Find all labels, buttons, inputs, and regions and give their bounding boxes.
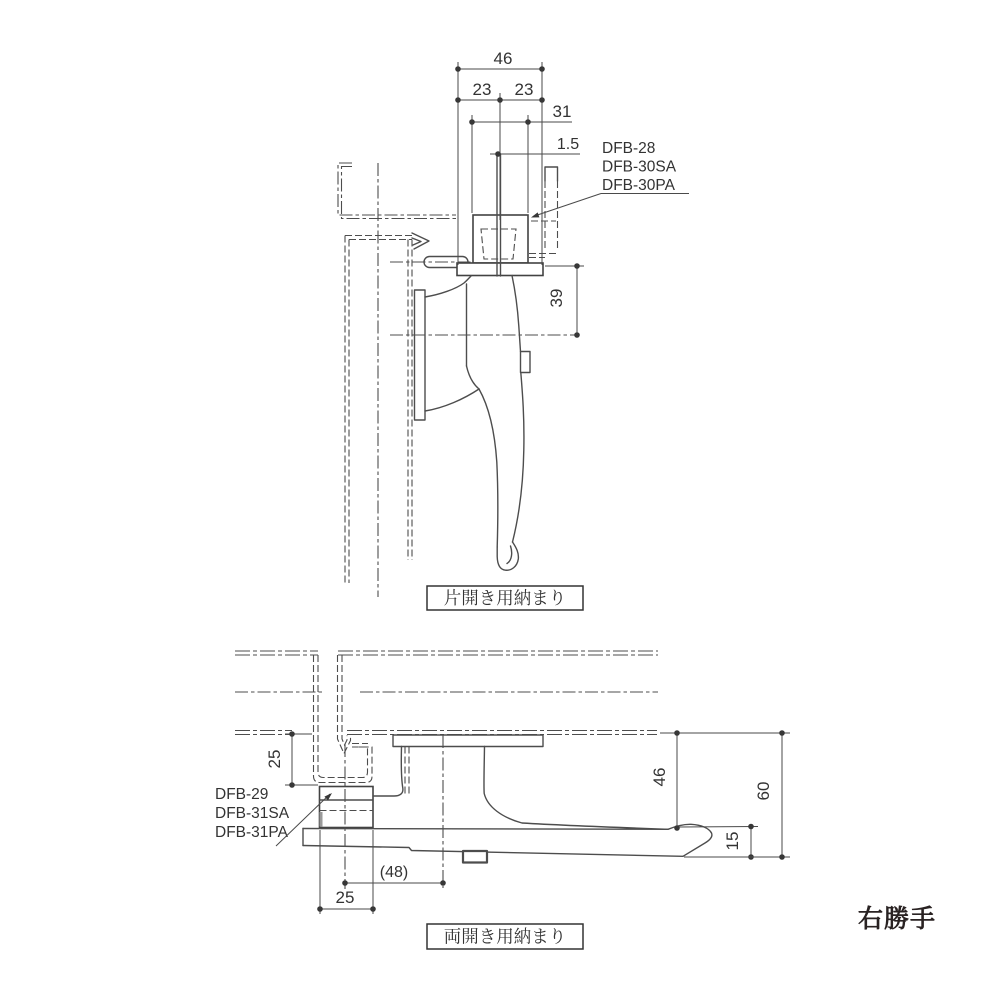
dimension-label: 31	[552, 102, 572, 121]
caption-double-door	[427, 924, 583, 949]
dim-dot	[539, 97, 545, 103]
stile-left-inner	[318, 655, 368, 778]
dimension-25-bottom	[317, 830, 376, 914]
part-label-line3: DFB-31PA	[215, 824, 288, 841]
part-label-line3: DFB-30PA	[602, 177, 675, 194]
frame-head-profile	[338, 163, 556, 221]
dimension-label: 1.5	[556, 136, 580, 153]
strike-jamb-profile	[529, 167, 558, 258]
dimension-39	[545, 263, 584, 338]
neck-left-edge	[373, 747, 403, 797]
ext-line	[679, 827, 758, 828]
part-label-line1: DFB-29	[215, 786, 269, 803]
grip-near-edge	[303, 829, 668, 830]
dimension-label: 60	[754, 781, 773, 801]
neck-back-curve	[425, 389, 479, 411]
dim-dot	[289, 731, 295, 737]
neck-lower-curve	[467, 366, 480, 389]
dimension-label: 25	[265, 749, 284, 769]
dim-dot	[497, 97, 503, 103]
handle-side-view	[390, 276, 577, 571]
dimension-label: 39	[547, 288, 566, 308]
rosette-plate	[415, 290, 426, 420]
dim-dot	[574, 332, 580, 338]
dimension-46-bottom	[650, 730, 790, 831]
dim-dot	[674, 825, 680, 831]
double-door-section-view	[215, 651, 790, 949]
stile-left-outer	[314, 655, 373, 783]
frame-outer-line	[338, 163, 456, 215]
dimension-31	[469, 102, 572, 213]
grip-front-edge	[512, 276, 521, 352]
part-label-line2: DFB-30SA	[602, 158, 677, 176]
dim-dot	[539, 66, 545, 72]
stile-right-outer	[338, 655, 351, 754]
dimension-label: 23	[514, 80, 534, 99]
leader-arrowhead	[531, 212, 539, 217]
single-door-section-view	[338, 49, 689, 610]
backplate-outline	[320, 787, 374, 828]
dimension-label: (48)	[379, 864, 409, 881]
dim-dot	[495, 151, 501, 157]
part-label-bottom	[215, 786, 332, 846]
leader-line	[533, 194, 601, 217]
dim-dot	[779, 730, 785, 736]
dimension-label: 15	[723, 831, 742, 851]
dimension-label: 46	[493, 49, 513, 68]
dim-dot	[289, 782, 295, 788]
dimension-25-left	[265, 731, 318, 788]
dimension-48	[342, 864, 446, 886]
dim-dot	[574, 263, 580, 269]
dim-dot	[674, 730, 680, 736]
frame-inner-line	[342, 167, 457, 219]
dim-dot	[370, 906, 376, 912]
meeting-stile-profiles	[314, 655, 410, 796]
grip-front-lower	[513, 373, 524, 543]
dimension-label: 23	[472, 80, 492, 99]
part-label-line1: DFB-28	[602, 140, 656, 157]
neck-right-edge	[484, 747, 668, 830]
dim-dot	[317, 906, 323, 912]
edge-backplate	[320, 787, 374, 828]
dimension-label: 46	[650, 767, 669, 787]
jamb-hook	[545, 167, 558, 181]
dim-dot	[440, 880, 446, 886]
part-label-top	[531, 140, 689, 218]
caption-single-door	[427, 586, 583, 610]
stile-right-inner	[342, 655, 347, 745]
dimension-23-23	[455, 80, 545, 220]
weatherstrip-hook-inner	[412, 238, 421, 245]
dim-dot	[748, 824, 754, 830]
dim-dot	[342, 880, 348, 886]
dimension-label: 25	[335, 888, 355, 907]
grip-tip	[497, 542, 518, 570]
dim-dot	[779, 854, 785, 860]
grip-tip-inner-line	[507, 546, 512, 564]
part-label-line2: DFB-31SA	[215, 805, 290, 822]
rosette-plate-plan	[393, 735, 543, 747]
grip-back-edge	[479, 389, 498, 547]
dimension-15	[679, 824, 758, 860]
thumb-button	[521, 352, 531, 373]
caption-text: 両開き用納まり	[443, 926, 567, 947]
caption-text: 片開き用納まり	[443, 588, 567, 608]
door-rails	[235, 651, 658, 735]
dimension-1-5	[490, 136, 580, 157]
dim-dot	[469, 119, 475, 125]
neck-top-curve	[425, 276, 471, 297]
latch-button	[463, 851, 487, 863]
handing-note: 右勝手	[858, 905, 937, 933]
grip-bottom-edge	[303, 846, 683, 857]
dim-dot	[455, 97, 461, 103]
dim-dot	[525, 119, 531, 125]
dim-dot	[455, 66, 461, 72]
